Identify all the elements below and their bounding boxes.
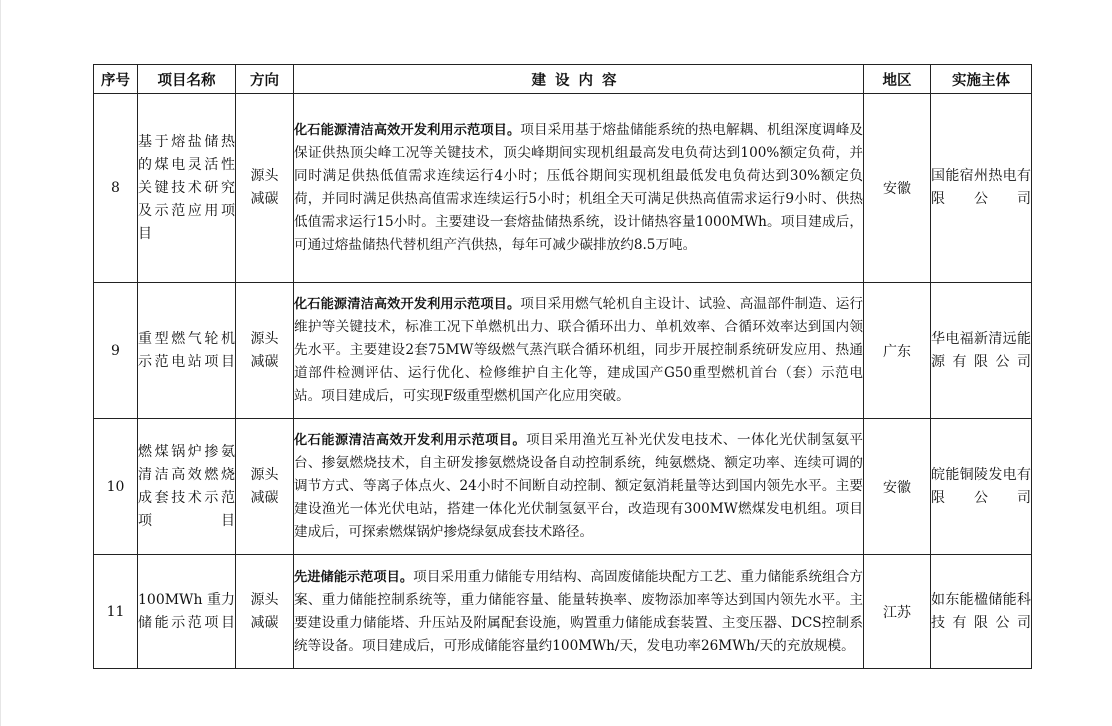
row-seq: 11 (94, 555, 138, 669)
content-lead: 先进储能示范项目。 (294, 569, 414, 585)
direction-text: 源头减碳 (250, 591, 279, 631)
header-seq: 序号 (94, 65, 138, 94)
row-seq: 9 (94, 283, 138, 419)
row-direction (236, 283, 294, 419)
row-content (294, 419, 864, 555)
row-direction (236, 555, 294, 669)
header-construction-content: 建设内容 (294, 65, 864, 94)
row-content (294, 94, 864, 283)
row-seq: 10 (94, 419, 138, 555)
row-region: 安徽 (864, 419, 931, 555)
header-implementer: 实施主体 (931, 65, 1032, 94)
content-lead: 化石能源清洁高效开发利用示范项目。 (294, 297, 521, 312)
table-header-row (94, 65, 1032, 94)
row-seq: 8 (94, 94, 138, 283)
page-left-edge (0, 0, 1, 726)
content-body: 项目采用基于熔盐储能系统的热电解耦、机组深度调峰及保证供热顶尖峰工况等关键技术，顶尖峰期间实现机组最高发电负荷达到100%额定负荷，并同时满足供热低值需求连续运行4小时；压低谷期间实现机组最低发电负荷达到30%额定负荷，并同时满足供热高值需求连续运行5小时；机组全天可满足供热高值需求运行9小时、供热低值需求运行15小时。主要建设一套熔盐储热系统，设计储热容量1000MWh。项目建成后，可通过熔盐储热代替机组产汽供热，每年可减少碳排放约8.5万吨。 (294, 122, 864, 253)
content-body: 项目采用燃气轮机自主设计、试验、高温部件制造、运行维护等关键技术，标准工况下单燃机出力、联合循环出力、单机效率、合循环效率达到国内领先水平。主要建设2套75MW等级燃气蒸汽联合循环机组，同步开展控制系统研发应用、热通道部件检测评估、运行优化、检修维护自主化等，建成国产G50重型燃机首台（套）示范电站。项目建成后，可实现F级重型燃机国产化应用突破。 (294, 296, 864, 404)
row-implementer: 国能宿州热电有限公司 (931, 94, 1032, 283)
row-direction (236, 94, 294, 283)
row-implementer: 皖能铜陵发电有限公司 (931, 419, 1032, 555)
table-row (94, 419, 1032, 555)
row-content (294, 283, 864, 419)
project-table (93, 64, 1032, 669)
row-content (294, 555, 864, 669)
content-lead: 化石能源清洁高效开发利用示范项目。 (294, 123, 521, 138)
header-region: 地区 (864, 65, 931, 94)
header-project-name: 项目名称 (138, 65, 236, 94)
header-direction: 方向 (236, 65, 294, 94)
row-implementer: 如东能楹储能科技有限公司 (931, 555, 1032, 669)
table-row (94, 94, 1032, 283)
direction-text: 源头减碳 (250, 466, 279, 506)
row-region: 广东 (864, 283, 931, 419)
table-row (94, 283, 1032, 419)
row-implementer: 华电福新清远能源有限公司 (931, 283, 1032, 419)
row-project-name: 100MWh 重力储能示范项目 (138, 555, 236, 669)
direction-text: 源头减碳 (250, 330, 279, 370)
row-project-name: 基于熔盐储热的煤电灵活性关键技术研究及示范应用项目 (138, 94, 236, 283)
row-region: 安徽 (864, 94, 931, 283)
direction-text: 源头减碳 (250, 168, 279, 207)
content-body: 项目采用渔光互补光伏发电技术、一体化光伏制氢氨平台、掺氨燃烧技术，自主研发掺氨燃烧设备自动控制系统，纯氨燃烧、额定功率、连续可调的调节方式、等离子体点火、24小时不间断自动控制、额定氨消耗量等达到国内领先水平。主要建设渔光一体光伏电站，搭建一体化光伏制氢氨平台，改造现有300MW燃煤发电机组。项目建成后，可探索燃煤锅炉掺烧绿氨成套技术路径。 (294, 432, 863, 540)
row-region: 江苏 (864, 555, 931, 669)
content-body: 项目采用重力储能专用结构、高固废储能块配方工艺、重力储能系统组合方案、重力储能控制系统等，重力储能容量、能量转换率、废物添加率等达到国内领先水平。主要建设重力储能塔、升压站及附属配套设施，购置重力储能成套装置、主变压器、DCS控制系统等设备。项目建成后，可形成储能容量约100MWh/天，发电功率26MWh/天的充放规模。 (294, 568, 864, 654)
content-lead: 化石能源清洁高效开发利用示范项目。 (294, 433, 527, 448)
row-direction (236, 419, 294, 555)
table-row (94, 555, 1032, 669)
row-project-name: 重型燃气轮机示范电站项目 (138, 283, 236, 419)
row-project-name: 燃煤锅炉掺氨清洁高效燃烧成套技术示范项目 (138, 419, 236, 555)
